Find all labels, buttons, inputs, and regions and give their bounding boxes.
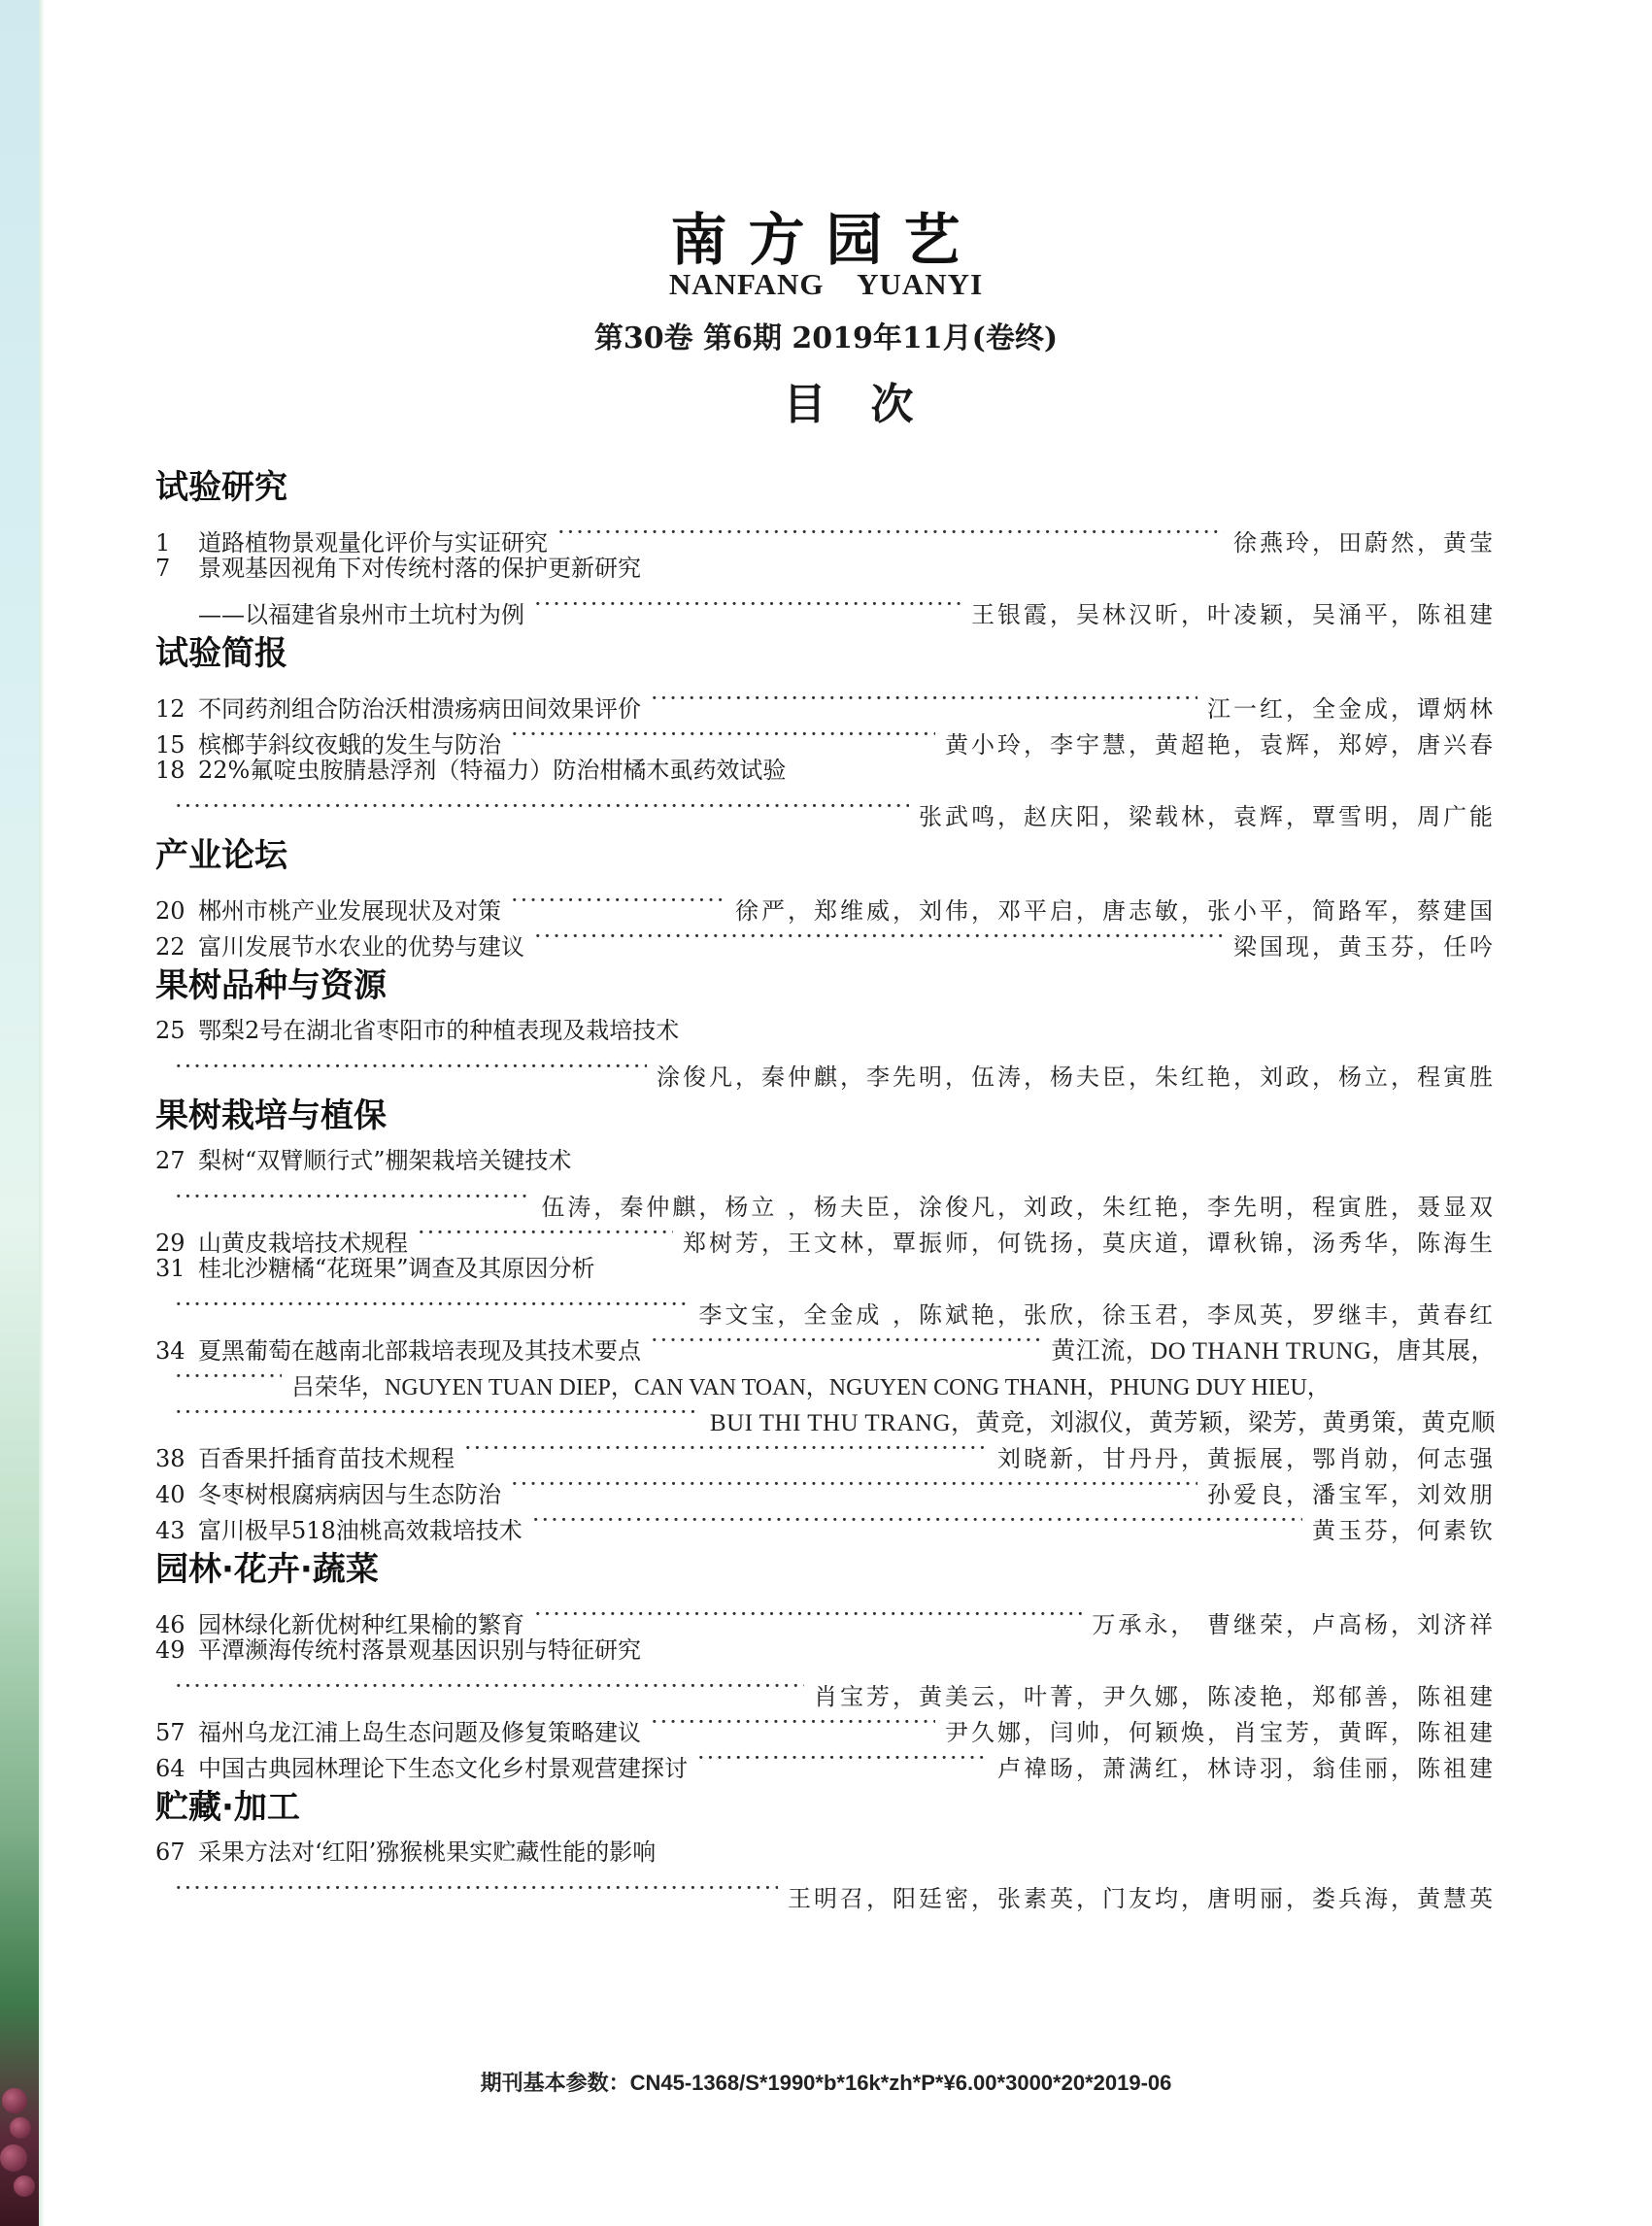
article-authors: 王明召，阳廷密，张素英，门友均，唐明丽，娄兵海，黄慧英 <box>788 1885 1496 1912</box>
section-heading: 产业论坛 <box>155 836 287 875</box>
article-authors: 郑树芳，王文林，覃振师，何铣扬，莫庆道，谭秋锦，汤秀华，陈海生 <box>683 1230 1496 1257</box>
toc-entry-continuation <box>155 1871 1496 1912</box>
article-title: 道路植物景观量化评价与实证研究 <box>198 529 548 556</box>
article-title: 槟榔芋斜纹夜蛾的发生与防治 <box>198 731 501 759</box>
section-heading: 贮藏·加工 <box>155 1788 300 1827</box>
article-authors: 黄小玲，李宇慧，黄超艳，袁辉，郑婷，唐兴春 <box>945 731 1496 759</box>
dot-leader <box>557 515 1224 551</box>
dot-leader <box>175 1395 700 1431</box>
page-number: 34 <box>155 1337 185 1365</box>
page-number: 12 <box>155 695 185 723</box>
dot-leader <box>651 1704 935 1740</box>
dot-leader <box>175 1049 647 1085</box>
article-authors: 涂俊凡，秦仲麒，李先明，伍涛，杨夫臣，朱红艳，刘政，杨立，程寅胜 <box>657 1063 1496 1091</box>
page-number: 57 <box>155 1719 185 1746</box>
toc-entry-continuation <box>155 1287 1496 1329</box>
page-number: 40 <box>155 1481 185 1508</box>
article-title: 梨树“双臂顺行式”棚架栽培关键技术 <box>198 1147 572 1174</box>
section-heading: 园林·花卉·蔬菜 <box>155 1550 379 1589</box>
toc-entry[interactable] <box>155 1013 1496 1049</box>
toc-entry-continuation <box>155 1179 1496 1221</box>
article-authors: 黄江流，DO THANH TRUNG，唐其展， <box>1051 1338 1496 1365</box>
toc-entry-continuation <box>155 789 1496 830</box>
article-title: 百香果扦插育苗技术规程 <box>198 1445 455 1472</box>
article-authors: 李文宝，全金成 ，陈斌艳，张欣，徐玉君，李凤英，罗继丰，黄春红 <box>698 1301 1496 1329</box>
dot-leader <box>697 1740 988 1776</box>
journal-title-pinyin: NANFANG YUANYI <box>668 267 984 301</box>
page-number: 29 <box>155 1230 185 1257</box>
article-authors: 王银霞，吴林汉昕，叶凌颖，吴涌平，陈祖建 <box>971 601 1496 628</box>
article-authors: 万承永， 曹继荣，卢高杨，刘济祥 <box>1092 1611 1496 1638</box>
article-authors: 江一红，全金成，谭炳林 <box>1207 695 1496 723</box>
dot-leader <box>175 1287 689 1323</box>
article-authors: 梁国现，黄玉芬，任吟 <box>1233 933 1496 961</box>
dot-leader <box>464 1431 988 1467</box>
dot-leader <box>534 587 961 623</box>
decorative-fruit <box>10 2117 31 2139</box>
article-authors: 孙爱良，潘宝军，刘效朋 <box>1207 1481 1496 1508</box>
journal-parameters: 期刊基本参数：CN45-1368/S*1990*b*16k*zh*P*¥6.00*3000*20*2019-06 <box>480 2071 1172 2095</box>
dot-leader <box>511 717 935 753</box>
table-of-contents <box>155 456 1496 1912</box>
article-title: 中国古典园林理论下生态文化乡村景观营建探讨 <box>198 1755 688 1782</box>
article-title: 采果方法对‘红阳’猕猴桃果实贮藏性能的影响 <box>198 1838 657 1866</box>
page-number: 20 <box>155 897 185 925</box>
decorative-fruit <box>0 2144 27 2172</box>
page-number: 64 <box>155 1755 185 1782</box>
article-authors: 徐燕玲，田蔚然，黄莹 <box>1233 529 1496 556</box>
toc-entry[interactable] <box>155 515 1496 556</box>
page-number: 46 <box>155 1611 185 1638</box>
article-title: 景观基因视角下对传统村落的保护更新研究 <box>198 555 641 582</box>
article-title: 富川极早518油桃高效栽培技术 <box>198 1517 523 1544</box>
toc-entry[interactable] <box>155 883 1496 925</box>
page-number: 27 <box>155 1147 185 1174</box>
article-title: 鄂梨2号在湖北省枣阳市的种植表现及栽培技术 <box>198 1017 680 1044</box>
section-heading: 试验简报 <box>155 634 287 673</box>
dot-leader <box>651 681 1197 717</box>
issue-info: 第30卷 第6期 2019年11月(卷终) <box>593 321 1059 355</box>
section-heading: 果树栽培与植保 <box>155 1096 387 1135</box>
article-title: 22%氟啶虫胺腈悬浮剂（特福力）防治柑橘木虱药效试验 <box>198 757 787 784</box>
dot-leader <box>532 1502 1302 1538</box>
toc-entry[interactable] <box>155 681 1496 723</box>
toc-entry-continuation <box>155 1049 1496 1091</box>
article-authors: 黄玉芬，何素钦 <box>1312 1517 1496 1544</box>
article-authors: BUI THI THU TRANG，黄竞，刘淑仪，黄芳颖，梁芳，黄勇策，黄克顺 <box>709 1410 1496 1436</box>
page-number: 49 <box>155 1636 185 1664</box>
section-heading: 试验研究 <box>155 468 287 507</box>
dot-leader <box>534 1597 1082 1633</box>
article-authors: 吕荣华，NGUYEN TUAN DIEP，CAN VAN TOAN，NGUYEN CONG THANH，PHUNG DUY HIEU， <box>291 1375 1331 1400</box>
page-number: 25 <box>155 1017 185 1044</box>
toc-entry-continuation <box>155 587 1496 628</box>
article-authors: 尹久娜，闫帅，何颖焕，肖宝芳，黄晖，陈祖建 <box>945 1719 1496 1746</box>
toc-entry[interactable] <box>155 1597 1496 1638</box>
decorative-fruit <box>14 2175 35 2197</box>
article-title: 富川发展节水农业的优势与建议 <box>198 933 524 961</box>
dot-leader <box>175 1359 282 1395</box>
article-authors: 张武鸣，赵庆阳，梁载林，袁辉，覃雪明，周广能 <box>919 803 1496 830</box>
section-heading: 果树品种与资源 <box>155 966 387 1005</box>
toc-entry[interactable] <box>155 1143 1496 1179</box>
page-number: 31 <box>155 1255 185 1282</box>
dot-leader <box>175 1179 531 1215</box>
article-authors: 伍涛，秦仲麒，杨立 ，杨夫臣，涂俊凡，刘政，朱红艳，李先明，程寅胜，聂显双 <box>541 1194 1496 1221</box>
article-title: 郴州市桃产业发展现状及对策 <box>198 897 501 925</box>
page-number: 67 <box>155 1838 185 1866</box>
dot-leader <box>651 1323 1041 1359</box>
article-authors: 刘晓新，甘丹丹，黄振展，鄂肖勍，何志强 <box>997 1445 1496 1472</box>
article-title: 桂北沙糖橘“花斑果”调查及其原因分析 <box>198 1255 595 1282</box>
article-authors: 肖宝芳，黄美云，叶菁，尹久娜，陈凌艳，郑郁善，陈祖建 <box>814 1683 1496 1710</box>
journal-title: 南方园艺 <box>670 207 982 273</box>
dot-leader <box>175 789 909 825</box>
page-number: 1 <box>155 529 171 556</box>
article-subtitle: ——以福建省泉州市土坑村为例 <box>198 601 524 628</box>
page-number: 7 <box>155 555 171 582</box>
article-authors: 徐严，郑维威，刘伟，邓平启，唐志敏，张小平，简路军，蔡建国 <box>735 897 1496 925</box>
article-title: 夏黑葡萄在越南北部栽培表现及其技术要点 <box>198 1337 641 1365</box>
article-title: 平潭濒海传统村落景观基因识别与特征研究 <box>198 1636 641 1664</box>
page-number: 22 <box>155 933 185 961</box>
article-title: 福州乌龙江浦上岛生态问题及修复策略建议 <box>198 1719 641 1746</box>
article-title: 山黄皮栽培技术规程 <box>198 1230 408 1257</box>
page-number: 38 <box>155 1445 185 1472</box>
toc-heading: 目次 <box>783 380 959 429</box>
dot-leader <box>534 919 1224 955</box>
dot-leader <box>418 1215 673 1251</box>
page-number: 15 <box>155 731 185 759</box>
toc-entry-continuation <box>155 1669 1496 1710</box>
article-title: 冬枣树根腐病病因与生态防治 <box>198 1481 501 1508</box>
page-number: 18 <box>155 757 185 784</box>
article-title: 园林绿化新优树种红果榆的繁育 <box>198 1611 524 1638</box>
dot-leader <box>175 1669 804 1704</box>
article-title: 不同药剂组合防治沃柑溃疡病田间效果评价 <box>198 695 641 723</box>
page-number: 43 <box>155 1517 185 1544</box>
article-authors: 卢禕旸，萧满红，林诗羽，翁佳丽，陈祖建 <box>997 1755 1496 1782</box>
dot-leader <box>175 1871 778 1906</box>
dot-leader <box>511 1467 1197 1502</box>
dot-leader <box>511 883 725 919</box>
toc-entry[interactable] <box>155 1835 1496 1871</box>
